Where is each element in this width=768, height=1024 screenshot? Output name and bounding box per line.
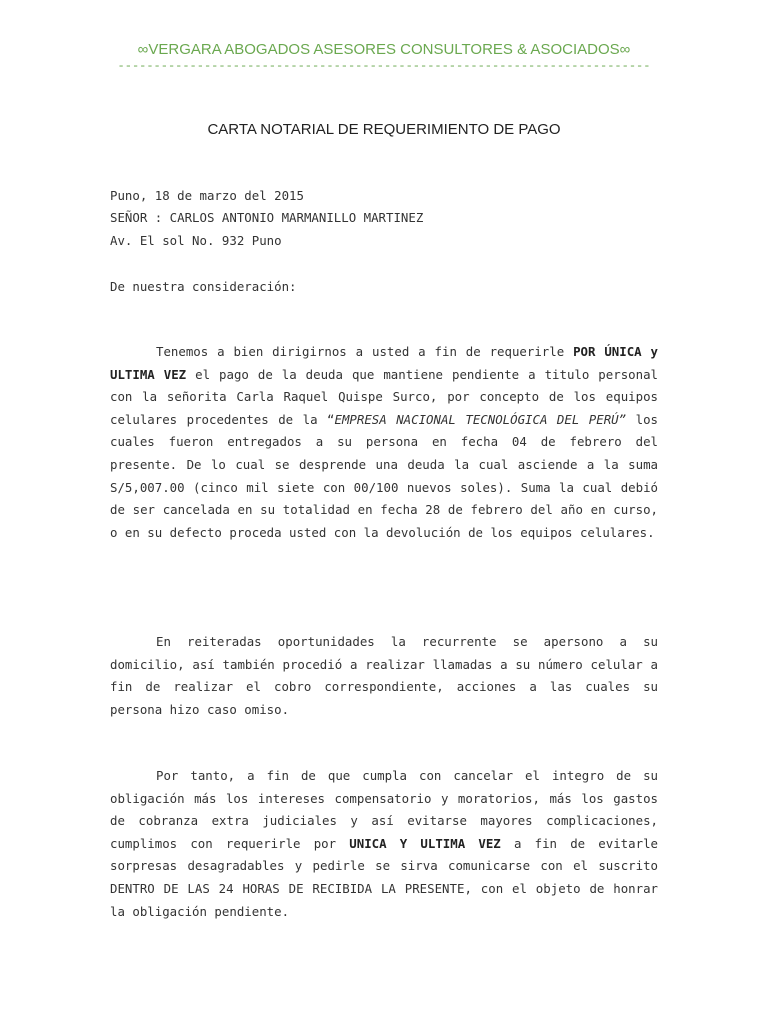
date-line: Puno, 18 de marzo del 2015: [110, 188, 304, 203]
address-line: Av. El sol No. 932 Puno: [110, 233, 282, 248]
p1-bold-1: POR ÚNICA y ULTIMA VEZ: [110, 344, 658, 382]
header-divider: --------------------------------------------------------------------------: [117, 59, 651, 73]
paragraph-1: [110, 341, 658, 544]
document-title: CARTA NOTARIAL DE REQUERIMIENTO DE PAGO: [207, 121, 561, 138]
p3-text-1: Por tanto, a fin de que cumpla con cancelar el integro de su obligación más los intereses compensatorio y moratorios, más los gastos de cobranza extra judiciales y así evitarse mayores complicaciones, cumplimos con requerirle por: [110, 768, 658, 851]
p1-italic-1: EMPRESA NACIONAL TECNOLÓGICA DEL PERÚ”: [334, 411, 627, 427]
firm-name: ∞VERGARA ABOGADOS ASESORES CONSULTORES & ASOCIADOS∞: [137, 41, 631, 58]
p1-text-2: el pago de la deuda que mantiene pendiente a titulo personal con la señorita Carla Raquel Quispe Surco, por concepto de los equipos celulares procedentes de la “: [110, 366, 658, 427]
paragraph-3: [110, 765, 658, 923]
salutation: De nuestra consideración:: [110, 279, 297, 294]
paragraph-2: En reiteradas oportunidades la recurrente se apersono a su domicilio, así también procedió a realizar llamadas a su número celular a fin de realizar el cobro correspondiente, acciones a las cuales su persona hizo caso omiso.: [110, 634, 658, 717]
p1-text-1: Tenemos a bien dirigirnos a usted a fin de requerirle: [156, 344, 574, 359]
p3-text-2: a fin de evitarle sorpresas desagradables y pedirle se sirva comunicarse con el suscrito DENTRO DE LAS 24 HORAS DE RECIBIDA LA PRESENTE, con el objeto de honrar la obligación pendiente.: [110, 835, 658, 919]
p1-text-3: los cuales fueron entregados a su persona en fecha 04 de febrero del presente. De lo cual se desprende una deuda la cual asciende a la suma S/5,007.00 (cinco mil siete con 00/100 nuevos soles). Suma la cual debió de ser cancelada en su totalidad en fecha 28 de febrero del año en curso, o en su defecto proceda usted con la devolución de los equipos celulares.: [110, 411, 658, 540]
recipient-line: SEÑOR : CARLOS ANTONIO MARMANILLO MARTINEZ: [110, 210, 424, 225]
p3-bold-1: UNICA Y ULTIMA VEZ: [349, 835, 501, 851]
